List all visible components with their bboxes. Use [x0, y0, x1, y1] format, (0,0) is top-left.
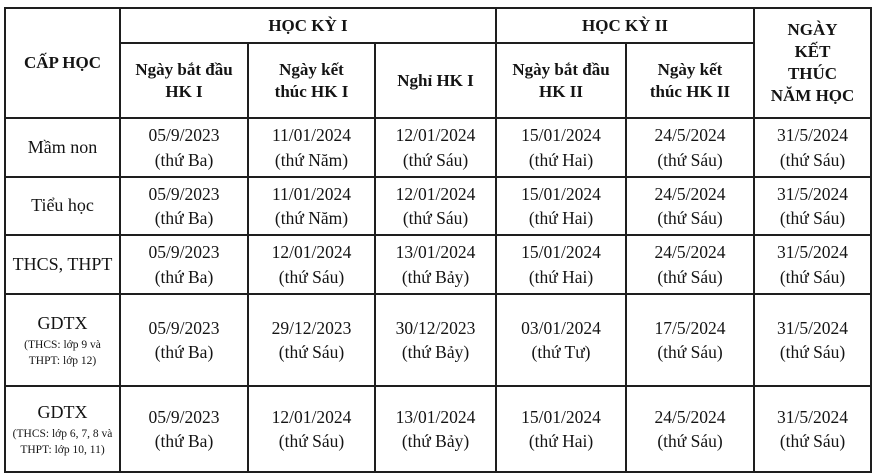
header-ngay-ket-thuc-hk-ii: [626, 43, 754, 118]
date-value: 12/01/2024: [395, 183, 476, 204]
date-value: 31/5/2024: [777, 317, 848, 338]
date-value: 30/12/2023: [395, 317, 476, 338]
date-cell: [248, 177, 375, 235]
weekday-value: (thứ Hai): [528, 208, 594, 228]
header-label: Ngày kết thúc HK II: [649, 60, 731, 101]
header-hoc-ky-ii: HỌC KỲ II: [496, 8, 754, 43]
year-end-header-line: NGÀY: [787, 19, 838, 39]
weekday-value: (thứ Sáu): [402, 149, 469, 170]
date-value: 24/5/2024: [654, 125, 726, 145]
date-cell: [754, 118, 871, 177]
weekday-value: (thứ Sáu): [657, 266, 723, 287]
date-cell: [120, 386, 248, 472]
weekday-value: (thứ Hai): [528, 149, 594, 170]
header-ngay-ket-thuc-hk-i: [248, 43, 375, 118]
date-value: 12/01/2024: [271, 242, 352, 262]
date-value: 24/5/2024: [654, 183, 726, 204]
date-value: 05/9/2023: [148, 125, 220, 145]
weekday-value: (thứ Ba): [154, 149, 214, 170]
header-label: Nghỉ HK I: [397, 70, 474, 90]
date-value: 29/12/2023: [271, 317, 352, 338]
date-value: 15/01/2024: [521, 406, 601, 427]
date-value: 31/5/2024: [777, 406, 848, 427]
table-body: [5, 118, 871, 472]
level-cell: [5, 386, 120, 472]
school-year-schedule-table: [4, 7, 872, 473]
date-cell: [248, 386, 375, 472]
weekday-value: (thứ Tư): [531, 342, 591, 362]
table-row: [5, 177, 871, 235]
date-value: 15/01/2024: [521, 183, 601, 204]
year-end-header-lines: [758, 19, 867, 107]
date-value: 24/5/2024: [654, 242, 726, 262]
date-cell: [754, 235, 871, 294]
level-cell: [5, 118, 120, 177]
table-row: [5, 386, 871, 472]
date-value: 12/01/2024: [271, 406, 352, 427]
header-hoc-ky-i: HỌC KỲ I: [120, 8, 496, 43]
level-label: Tiểu học: [31, 195, 94, 216]
weekday-value: (thứ Sáu): [779, 149, 846, 170]
weekday-value: (thứ Năm): [274, 149, 349, 170]
weekday-value: (thứ Sáu): [657, 431, 723, 451]
weekday-value: (thứ Sáu): [779, 431, 846, 451]
header-label: Ngày kết thúc HK I: [274, 60, 349, 101]
date-cell: [120, 118, 248, 177]
weekday-value: (thứ Năm): [274, 208, 349, 228]
weekday-value: (thứ Sáu): [278, 431, 345, 451]
date-value: 05/9/2023: [148, 406, 220, 427]
date-cell: [754, 294, 871, 386]
date-cell: [496, 235, 626, 294]
weekday-value: (thứ Hai): [528, 431, 594, 451]
header-ngay-ket-thuc-nam-hoc: [754, 8, 871, 118]
date-cell: [248, 294, 375, 386]
weekday-value: (thứ Ba): [154, 342, 214, 362]
weekday-value: (thứ Sáu): [779, 266, 846, 287]
weekday-value: (thứ Sáu): [779, 208, 846, 228]
table-row: [5, 235, 871, 294]
header-ngay-bat-dau-hk-i: [120, 43, 248, 118]
date-cell: [626, 294, 754, 386]
level-cell: [5, 294, 120, 386]
table-row: [5, 294, 871, 386]
level-label: GDTX: [37, 313, 88, 334]
date-cell: [120, 294, 248, 386]
date-cell: [120, 177, 248, 235]
date-cell: [375, 235, 496, 294]
weekday-value: (thứ Sáu): [278, 266, 345, 287]
date-cell: [375, 118, 496, 177]
header-label: Ngày bắt đầu HK II: [512, 60, 610, 101]
date-value: 05/9/2023: [148, 317, 220, 338]
weekday-value: (thứ Sáu): [779, 342, 846, 362]
weekday-value: (thứ Sáu): [657, 149, 723, 170]
date-cell: [120, 235, 248, 294]
date-value: 31/5/2024: [777, 242, 848, 262]
year-end-header-line: THÚC: [787, 64, 838, 83]
date-cell: [626, 386, 754, 472]
date-cell: [375, 386, 496, 472]
table-row: [5, 118, 871, 177]
date-value: 12/01/2024: [395, 125, 476, 145]
date-value: 15/01/2024: [521, 125, 601, 145]
date-value: 05/9/2023: [148, 183, 220, 204]
header-nghi-hk-i: [375, 43, 496, 118]
weekday-value: (thứ Sáu): [402, 208, 469, 228]
date-value: 03/01/2024: [521, 317, 601, 338]
level-sublabel: (THCS: lớp 9 và THPT: lớp 12): [24, 338, 101, 367]
level-label: THCS, THPT: [12, 253, 113, 274]
weekday-value: (thứ Ba): [154, 431, 214, 451]
header-row-top: [5, 8, 871, 43]
date-value: 11/01/2024: [271, 125, 352, 145]
level-cell: [5, 235, 120, 294]
date-cell: [248, 235, 375, 294]
date-value: 13/01/2024: [395, 406, 476, 427]
date-value: 17/5/2024: [654, 317, 726, 338]
date-value: 11/01/2024: [271, 183, 352, 204]
date-value: 24/5/2024: [654, 406, 726, 427]
year-end-header-line: KẾT: [794, 41, 831, 61]
weekday-value: (thứ Sáu): [657, 208, 723, 228]
date-value: 31/5/2024: [777, 183, 848, 204]
weekday-value: (thứ Ba): [154, 208, 214, 228]
level-sublabel: (THCS: lớp 6, 7, 8 và THPT: lớp 10, 11): [12, 427, 113, 456]
header-cap-hoc: CẤP HỌC: [5, 8, 120, 118]
date-cell: [626, 235, 754, 294]
date-cell: [626, 118, 754, 177]
weekday-value: (thứ Ba): [154, 266, 214, 287]
date-cell: [496, 386, 626, 472]
date-cell: [375, 294, 496, 386]
weekday-value: (thứ Bảy): [401, 266, 470, 287]
date-cell: [496, 177, 626, 235]
level-label: Mầm non: [27, 136, 98, 157]
date-value: 05/9/2023: [148, 242, 220, 262]
weekday-value: (thứ Sáu): [657, 342, 723, 362]
date-cell: [496, 294, 626, 386]
weekday-value: (thứ Sáu): [278, 342, 345, 362]
date-value: 15/01/2024: [521, 242, 601, 262]
weekday-value: (thứ Bảy): [401, 431, 470, 451]
date-value: 13/01/2024: [395, 242, 476, 262]
date-cell: [496, 118, 626, 177]
level-cell: [5, 177, 120, 235]
date-cell: [626, 177, 754, 235]
year-end-header-line: NĂM HỌC: [770, 86, 855, 106]
date-value: 31/5/2024: [777, 125, 848, 145]
weekday-value: (thứ Bảy): [401, 342, 470, 362]
header-label: Ngày bắt đầu HK I: [135, 60, 233, 101]
date-cell: [248, 118, 375, 177]
level-label: GDTX: [37, 402, 88, 423]
date-cell: [754, 177, 871, 235]
weekday-value: (thứ Hai): [528, 266, 594, 287]
date-cell: [375, 177, 496, 235]
header-ngay-bat-dau-hk-ii: [496, 43, 626, 118]
header-row-sub: [5, 43, 871, 118]
date-cell: [754, 386, 871, 472]
